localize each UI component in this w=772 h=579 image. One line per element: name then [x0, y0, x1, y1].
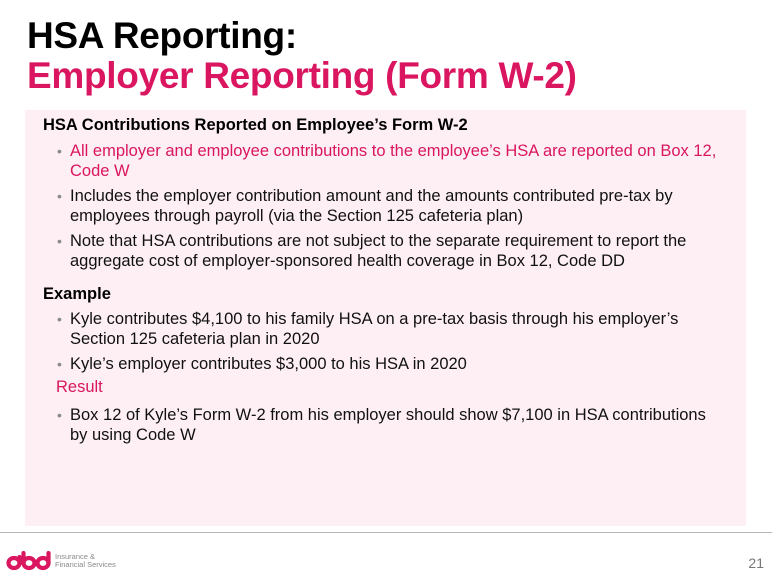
bullet-text: Note that HSA contributions are not subject to the separate requirement to report the aggregate cost of employer-sponsored health coverage in Box 12, Code DD [70, 232, 687, 270]
section-heading-example: Example [43, 285, 111, 303]
bullet-item [57, 405, 727, 445]
result-label: Result [56, 378, 103, 396]
logo-tagline [55, 553, 116, 569]
logo-tagline-line-1: Insurance & [55, 552, 96, 561]
bullet-item [57, 309, 727, 349]
bullet-item [57, 231, 727, 271]
abd-logo-icon [6, 551, 52, 571]
title-line-1: HSA Reporting: [27, 15, 297, 56]
logo-tagline-line-2: Financial Services [55, 560, 116, 569]
bullet-dot-icon: • [57, 143, 62, 159]
bullet-dot-icon: • [57, 356, 62, 372]
section-heading-contributions: HSA Contributions Reported on Employee’s Form W-2 [43, 116, 468, 134]
footer-divider [0, 532, 772, 533]
slide-title [27, 16, 577, 96]
bullet-text: Kyle’s employer contributes $3,000 to his HSA in 2020 [70, 355, 467, 373]
bullet-dot-icon: • [57, 311, 62, 327]
title-line-2: Employer Reporting (Form W-2) [27, 55, 577, 96]
bullet-dot-icon: • [57, 188, 62, 204]
bullet-dot-icon: • [57, 233, 62, 249]
bullet-text: Box 12 of Kyle’s Form W-2 from his employer should show $7,100 in HSA contributions by using Code W [70, 406, 706, 444]
bullet-item [57, 354, 727, 374]
bullet-text: Kyle contributes $4,100 to his family HSA on a pre-tax basis through his employer’s Section 125 cafeteria plan in 2020 [70, 310, 679, 348]
bullet-item [57, 141, 727, 181]
bullet-text: All employer and employee contributions to the employee’s HSA are reported on Box 12, Code W [70, 142, 717, 180]
bullet-dot-icon: • [57, 407, 62, 423]
company-logo [6, 551, 116, 571]
bullet-text: Includes the employer contribution amount and the amounts contributed pre-tax by employees through payroll (via the Section 125 cafeteria plan) [70, 187, 673, 225]
page-number: 21 [748, 555, 764, 571]
bullet-item [57, 186, 727, 226]
